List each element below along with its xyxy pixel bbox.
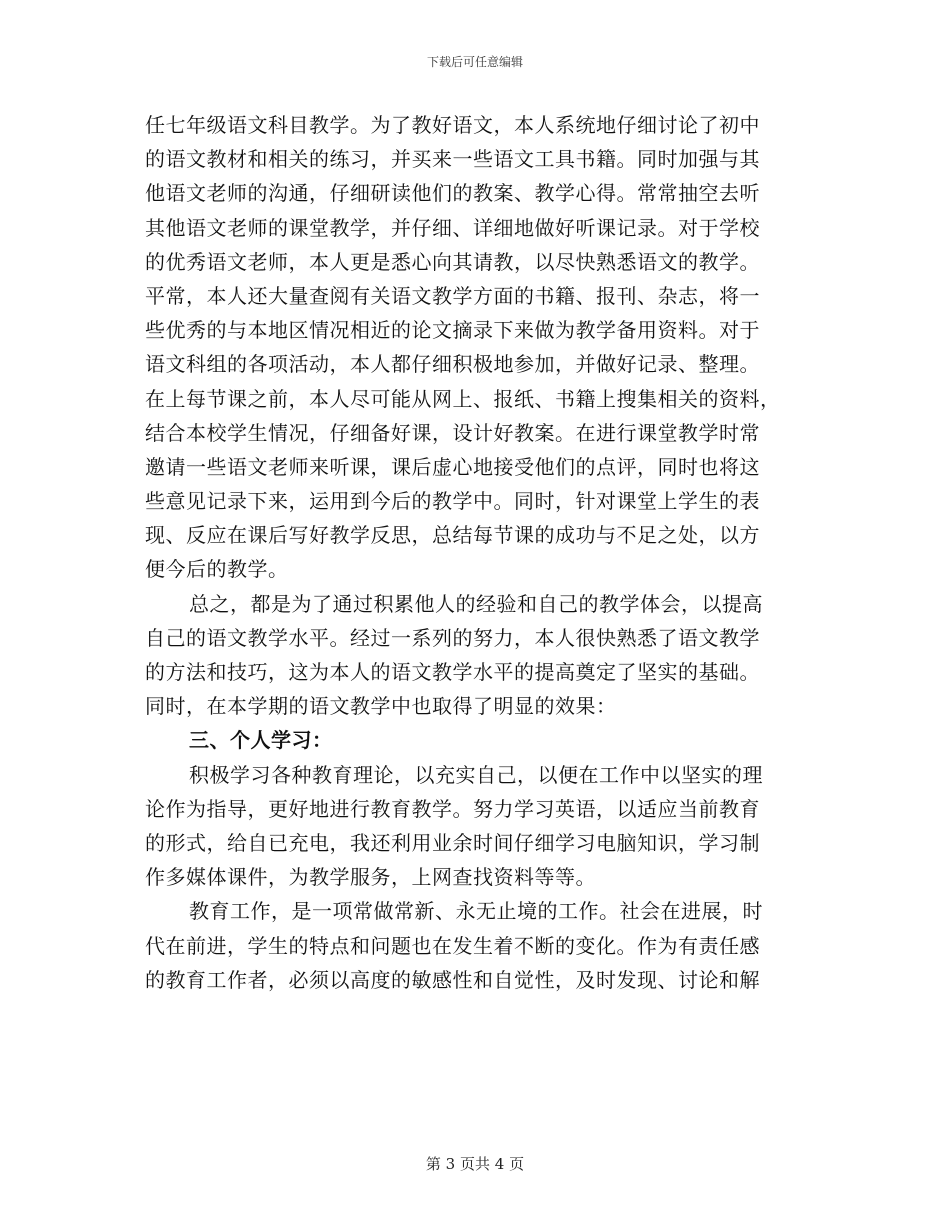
text-line: 论作为指导，更好地进行教育教学。努力学习英语，以适应当前教育 (145, 796, 760, 821)
page-number: 第 3 页共 4 页 (425, 1155, 525, 1173)
text-line: 现、反应在课后写好教学反思，总结每节课的成功与不足之处，以方 (145, 523, 760, 548)
text-line: 的方法和技巧，这为本人的语文教学水平的提高奠定了坚实的基础。 (145, 660, 760, 684)
page-header: 下载后可任意编辑 (426, 55, 523, 69)
text-line: 的语文教材和相关的练习，并买来一些语文工具书籍。同时加强与其 (145, 147, 760, 172)
paragraph-start-line: 积极学习各种教育理论，以充实自己，以便在工作中以坚实的理 (189, 762, 763, 787)
text-line: 的优秀语文老师，本人更是悉心向其请教，以尽快熟悉语文的教学。 (145, 249, 760, 274)
text-line: 自己的语文教学水平。经过一系列的努力，本人很快熟悉了语文教学 (145, 625, 760, 650)
text-line: 的形式，给自已充电，我还利用业余时间仔细学习电脑知识，学习制 (145, 830, 760, 855)
text-line: 平常，本人还大量查阅有关语文教学方面的书籍、报刊、杂志，将一 (145, 283, 760, 308)
text-line: 他语文老师的沟通，仔细研读他们的教案、教学心得。常常抽空去听 (145, 181, 760, 206)
text-line: 些意见记录下来，运用到今后的教学中。同时，针对课堂上学生的表 (145, 489, 760, 514)
text-line: 在上每节课之前，本人尽可能从网上、报纸、书籍上搜集相关的资料， (145, 386, 781, 411)
paragraph-start-line: 教育工作，是一项常做常新、永无止境的工作。社会在进展，时 (189, 899, 763, 924)
text-line: 些优秀的与本地区情况相近的论文摘录下来做为教学备用资料。对于 (145, 318, 760, 343)
text-line: 结合本校学生情况，仔细备好课，设计好教案。在进行课堂教学时常 (145, 420, 760, 445)
text-line: 代在前进，学生的特点和问题也在发生着不断的变化。作为有责任感 (145, 933, 760, 958)
paragraph-start-line: 总之，都是为了通过积累他人的经验和自己的教学体会，以提高 (189, 591, 763, 616)
text-line: 任七年级语文科目教学。为了教好语文，本人系统地仔细讨论了初中 (145, 113, 760, 137)
text-line: 作多媒体课件，为教学服务，上网查找资料等等。 (145, 865, 596, 890)
text-line: 同时，在本学期的语文教学中也取得了明显的效果： (145, 694, 617, 719)
text-line: 语文科组的各项活动，本人都仔细积极地参加，并做好记录、整理。 (145, 352, 760, 377)
section-heading: 三、个人学习： (189, 728, 333, 753)
text-line: 邀请一些语文老师来听课，课后虚心地接受他们的点评，同时也将这 (145, 454, 760, 479)
text-line: 便今后的教学。 (145, 557, 289, 582)
text-line: 的教育工作者，必须以高度的敏感性和自觉性，及时发现、讨论和解 (145, 967, 760, 992)
text-line: 其他语文老师的课堂教学，并仔细、详细地做好听课记录。对于学校 (145, 215, 760, 240)
document-body (145, 108, 810, 997)
